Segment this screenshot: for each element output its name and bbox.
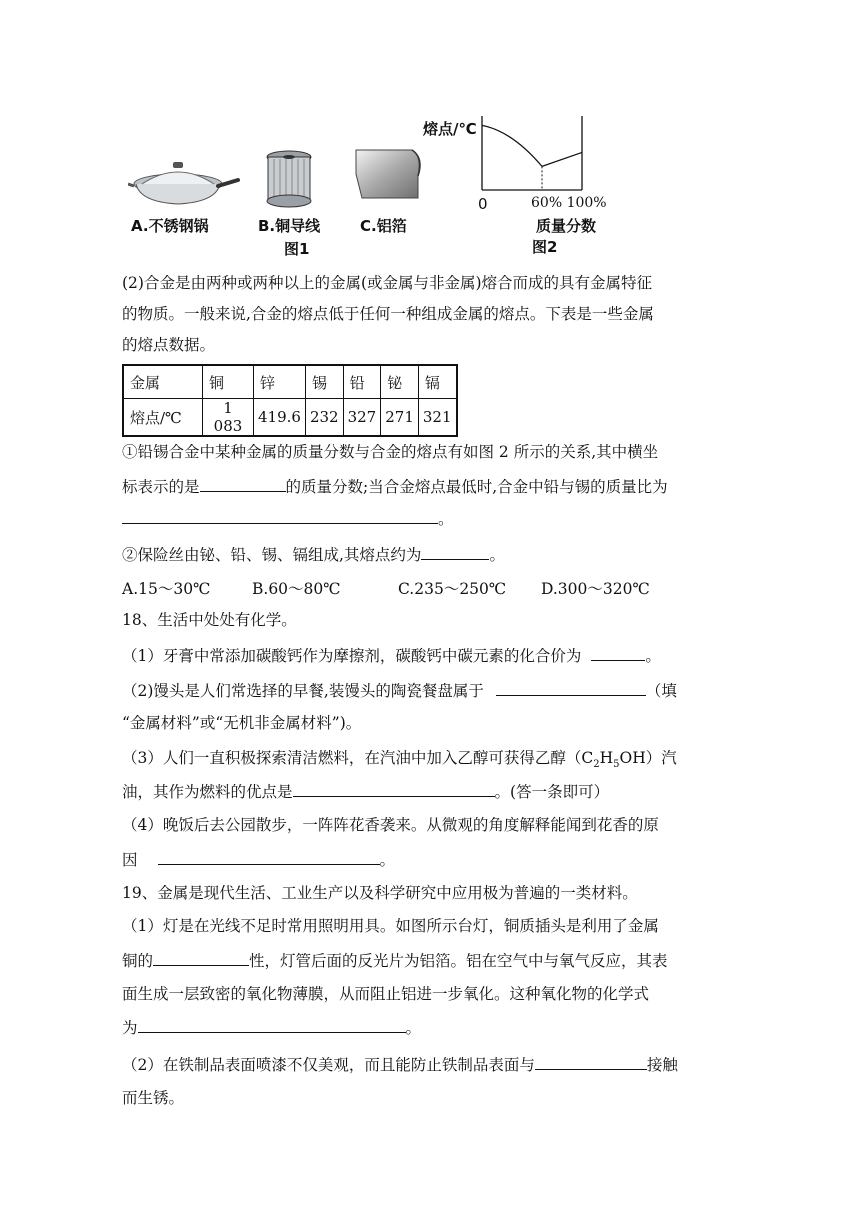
q17-s1-text-b: 的质量分数;当合金熔点最低时,合金中铅与锡的质量比为 <box>285 478 668 496</box>
table-cell: 熔点/℃ <box>123 399 203 437</box>
q18-p3-cont <box>122 781 609 802</box>
table-row <box>123 399 457 437</box>
q19-p1-text-b: 铜的 <box>122 952 154 970</box>
q19-p2-text: （2）在铁制品表面喷漆不仅美观，而且能防止铁制品表面与 <box>122 1056 535 1074</box>
q19-p1-line3: 面生成一层致密的氧化物薄膜，从而阻止铝进一步氧化。这种氧化物的化学式 <box>122 985 650 1003</box>
q18-p3 <box>122 748 677 775</box>
fig2-origin: 0 <box>478 195 488 213</box>
q18-p4-text-b: 因 <box>122 851 138 869</box>
fig1-label-c: C.铝箔 <box>360 217 407 235</box>
stainless-wok-image <box>128 150 240 208</box>
q17-s1-line2 <box>122 476 668 497</box>
table-cell: 铋 <box>381 365 419 399</box>
q17-s1-text-a: 标表示的是 <box>122 478 200 496</box>
q18-p4: （4）晚饭后去公园散步，一阵阵花香袭来。从微观的角度解释能闻到花香的原 <box>122 816 659 834</box>
q19-p1: （1）灯是在光线不足时常用照明用具。如图所示台灯，铜质插头是利用了金属 <box>122 917 659 935</box>
table-cell: 321 <box>418 399 456 437</box>
q18-p2-cont: “金属材料”或“无机非金属材料”)。 <box>122 714 362 732</box>
answer-blank-carbon-valence[interactable] <box>591 645 645 661</box>
q18-p3-text: （3）人们一直积极探索清洁燃料，在汽油中加入乙醇可获得乙醇（C <box>122 749 594 767</box>
answer-blank-copper-property[interactable] <box>153 950 249 966</box>
table-cell: 锌 <box>254 365 306 399</box>
fig2-xlabel: 质量分数 <box>536 217 597 235</box>
series-line <box>482 125 582 166</box>
q19-p2 <box>122 1054 678 1075</box>
formula-h: H <box>599 749 614 767</box>
option-b[interactable]: B.60～80℃ <box>252 580 341 598</box>
answer-blank-rust-contact[interactable] <box>535 1054 647 1070</box>
q19-p1-line4 <box>122 1017 421 1038</box>
fig1-label-b: B.铜导线 <box>258 217 321 235</box>
q18-p2-fill: （填 <box>645 682 677 700</box>
option-c[interactable]: C.235～250℃ <box>398 580 507 598</box>
q18-title: 18、生活中处处有化学。 <box>122 611 297 629</box>
q17-s2-line <box>122 544 505 565</box>
q18-p1-end: 。 <box>645 647 661 665</box>
q19-p2-text-b: 接触 <box>646 1056 678 1074</box>
answer-blank-flower-scent[interactable] <box>158 849 380 865</box>
option-a[interactable]: A.15～30℃ <box>122 580 211 598</box>
q19-p1-cont <box>122 950 668 971</box>
q19-title: 19、金属是现代生活、工业生产以及科学研究中应用极为普遍的一类材料。 <box>122 884 638 902</box>
q17-p2-line2: 的物质。一般来说,合金的熔点低于任何一种组成金属的熔点。下表是一些金属 <box>122 305 654 323</box>
fig1-label-a: A.不锈钢锅 <box>131 217 209 235</box>
q17-p2-line3: 的熔点数据。 <box>122 336 216 354</box>
subscript: 5 <box>613 759 620 771</box>
table-cell: 镉 <box>418 365 456 399</box>
q17-s1-line1: ①铅锡合金中某种金属的质量分数与合金的熔点有如图 2 所示的关系,其中横坐 <box>122 443 659 461</box>
answer-blank-fuse-melting-point[interactable] <box>421 544 489 560</box>
q17-s2-text: ②保险丝由铋、铅、锡、镉组成,其熔点约为 <box>122 546 422 564</box>
answer-blank-oxide-formula[interactable] <box>138 1017 406 1033</box>
table-cell: 1 083 <box>203 399 254 437</box>
q18-p4-cont <box>122 849 395 870</box>
subscript: 2 <box>593 759 600 771</box>
table-cell: 金属 <box>123 365 203 399</box>
table-cell: 铅 <box>343 365 381 399</box>
q19-p1-text-e: 为 <box>122 1019 138 1037</box>
answer-blank-material-type[interactable] <box>496 680 646 696</box>
fig2-caption: 图2 <box>532 238 558 256</box>
fig2-tick-labels: 60% 100% <box>531 195 607 211</box>
q18-p1-text: （1）牙膏中常添加碳酸钙作为摩擦剂，碳酸钙中碳元素的化合价为 <box>122 647 582 665</box>
table-cell: 铜 <box>203 365 254 399</box>
table-cell: 327 <box>343 399 381 437</box>
q18-p3-text-d: 。(答一条即可） <box>494 783 610 801</box>
answer-blank-mass-ratio[interactable] <box>122 508 438 524</box>
q19-p1-end: 。 <box>405 1019 422 1037</box>
q18-p2 <box>122 680 677 701</box>
q18-p3-text-c: 油，其作为燃料的优点是 <box>122 783 293 801</box>
table-cell: 232 <box>305 399 343 437</box>
table-cell: 419.6 <box>254 399 306 437</box>
q19-p1-text-c: 性，灯管后面的反光片为铝箔。铝在空气中与氧气反应，其表 <box>249 952 668 970</box>
q17-s1-line3 <box>122 508 454 529</box>
fig2-ylabel: 熔点/℃ <box>423 120 477 138</box>
q18-p2-text: （2)馒头是人们常选择的早餐,装馒头的陶瓷餐盘属于 <box>122 682 484 700</box>
q17-s2-end: 。 <box>489 546 505 564</box>
q18-p3-text-b: OH）汽 <box>619 749 677 767</box>
q19-p2-cont: 而生锈。 <box>122 1089 185 1107</box>
fig1-caption: 图1 <box>284 240 310 258</box>
aluminum-foil-image <box>352 146 424 202</box>
q17-p2-line1: (2)合金是由两种或两种以上的金属(或金属与非金属)熔合而成的具有金属特征 <box>122 274 653 292</box>
copper-wire-spool-image <box>264 150 314 210</box>
melting-point-table <box>122 364 458 437</box>
q18-p1 <box>122 645 661 666</box>
table-cell: 271 <box>381 399 419 437</box>
table-header-row <box>123 365 457 399</box>
answer-blank-fuel-advantage[interactable] <box>293 781 495 797</box>
fig2-chart <box>478 112 588 194</box>
answer-blank-metal[interactable] <box>200 476 286 492</box>
option-d[interactable]: D.300～320℃ <box>541 580 650 598</box>
q17-s1-end: 。 <box>438 510 454 528</box>
table-cell: 锡 <box>305 365 343 399</box>
q18-p4-end: 。 <box>379 851 396 869</box>
